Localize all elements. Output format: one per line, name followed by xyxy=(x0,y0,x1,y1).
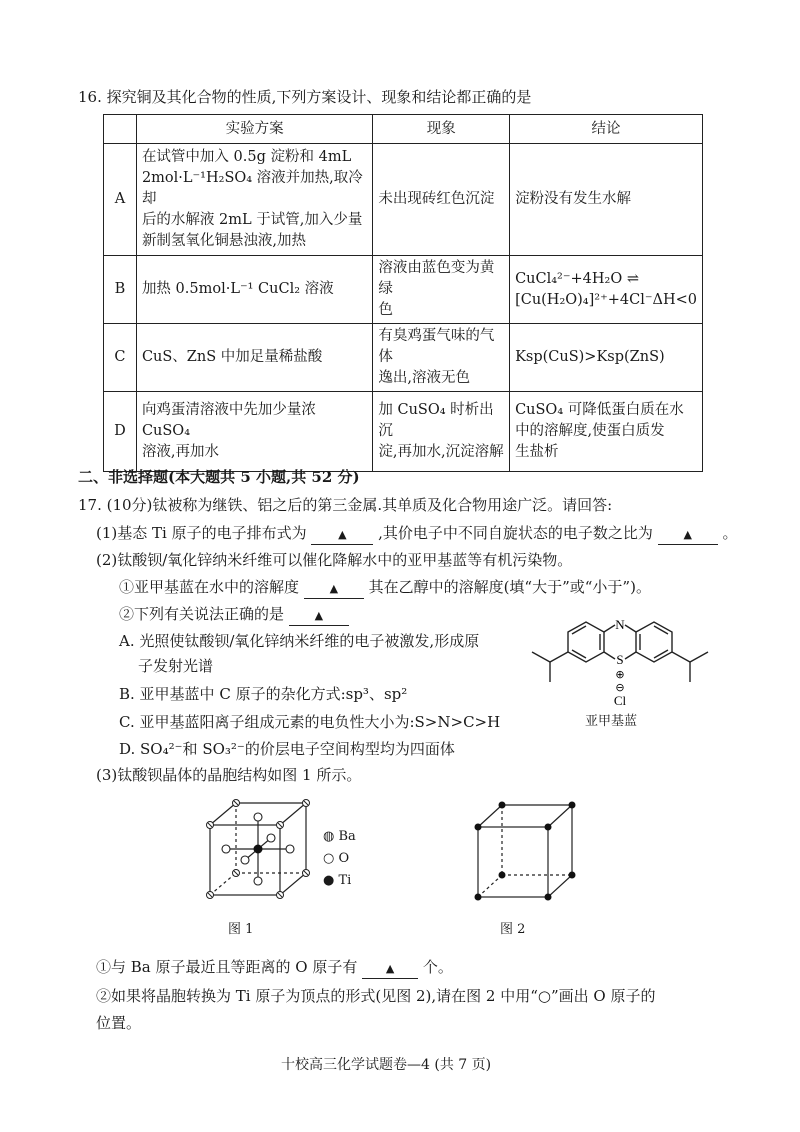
ba-legend-icon: ◍ xyxy=(323,829,335,844)
structure-caption: 亚甲基蓝 xyxy=(585,714,638,729)
conclusion-cell xyxy=(510,392,703,472)
line: 溶液由蓝色变为黄绿 xyxy=(378,260,495,297)
option-c: C. 亚甲基蓝阳离子组成元素的电负性大小为:S>N>C>H xyxy=(119,713,501,731)
q17-part3-1-text-b: 个。 xyxy=(422,958,453,976)
legend-o xyxy=(323,848,356,870)
page-footer: 十校高三化学试题卷—4 (共 7 页) xyxy=(281,1057,492,1073)
blank-mark: ▲ xyxy=(338,528,347,541)
phenomenon-cell xyxy=(373,324,510,392)
ti-atom xyxy=(545,824,552,831)
o-legend-icon: ○ xyxy=(323,851,335,866)
q17-part1-text-a: (1)基态 Ti 原子的电子排布式为 xyxy=(96,524,307,542)
option-d: D. SO₄²⁻和 SO₃²⁻的价层电子空间构型均为四面体 xyxy=(119,740,455,758)
blank-mark: ▲ xyxy=(314,609,324,622)
ti-atom xyxy=(499,802,506,809)
o-atom xyxy=(286,845,294,853)
q17-part2-2-text: ②下列有关说法正确的是 xyxy=(119,605,285,623)
ti-atom xyxy=(545,894,552,901)
answer-blank[interactable] xyxy=(311,524,373,545)
table-row xyxy=(104,144,703,256)
o-atom xyxy=(254,877,262,885)
legend-label: Ba xyxy=(338,829,356,844)
q17-part3-2b: 位置。 xyxy=(96,1014,142,1032)
line: CuSO₄ 可降低蛋白质在水 xyxy=(515,402,684,418)
line: 溶液,再加水 xyxy=(141,444,220,460)
q17-part3-1-text-a: ①与 Ba 原子最近且等距离的 O 原子有 xyxy=(96,958,358,976)
plus-charge-icon: ⊕ xyxy=(615,668,625,681)
q17-part3-1 xyxy=(96,956,453,979)
ti-legend-icon: ● xyxy=(323,873,335,888)
ti-atom xyxy=(569,802,576,809)
q17-part1 xyxy=(96,522,738,545)
line: 中的溶解度,使蛋白质发 xyxy=(515,423,665,439)
nitrogen-atom-label: N xyxy=(615,617,625,632)
phenomenon-cell xyxy=(373,256,510,324)
line: CuCl₄²⁻+4H₂O ⇌ xyxy=(515,270,639,287)
table-header-row xyxy=(104,115,703,144)
benzene-ring-right xyxy=(636,622,672,662)
answer-blank[interactable] xyxy=(658,524,718,545)
blank-mark: ▲ xyxy=(385,962,395,975)
chloride-label: Cl xyxy=(613,693,627,708)
q17-part2-1 xyxy=(119,576,651,599)
answer-blank[interactable] xyxy=(362,958,418,979)
experiment-table xyxy=(103,114,703,472)
header-blank xyxy=(104,115,137,144)
plan-cell xyxy=(136,324,372,392)
option-a-line1: A. 光照使钛酸钡/氧化锌纳米纤维的电子被激发,形成原 xyxy=(119,632,480,650)
line: Ksp(CuS)>Ksp(ZnS) xyxy=(515,349,665,365)
sulfur-atom-label: S xyxy=(616,652,624,667)
q17-part3: (3)钛酸钡晶体的晶胞结构如图 1 所示。 xyxy=(96,766,362,784)
q17-part3-2a: ②如果将晶胞转换为 Ti 原子为顶点的形式(见图 2),请在图 2 中用“○”画出 O 原子的 xyxy=(96,987,656,1005)
legend-ti xyxy=(323,870,356,892)
plan-cell xyxy=(136,392,372,472)
conclusion-cell xyxy=(510,144,703,256)
line: 在试管中加入 0.5g 淀粉和 4mL xyxy=(141,149,352,165)
q16-stem: 16. 探究铜及其化合物的性质,下列方案设计、现象和结论都正确的是 xyxy=(78,88,532,106)
line: 加 CuSO₄ 时析出沉 xyxy=(378,402,494,439)
line: 向鸡蛋清溶液中先加少量浓 CuSO₄ xyxy=(141,402,316,439)
table-row xyxy=(104,392,703,472)
table-row xyxy=(104,256,703,324)
line: 生盐析 xyxy=(515,444,559,460)
q17-stem: 17. (10分)钛被称为继铁、铝之后的第三金属.其单质及化合物用途广泛。请回答: xyxy=(78,496,613,514)
q17-part2-1-text-a: ①亚甲基蓝在水中的溶解度 xyxy=(119,578,300,596)
ti-atom xyxy=(499,872,506,879)
figure-legend xyxy=(323,826,356,892)
plan-cell xyxy=(136,256,372,324)
line: [Cu(H₂O)₄]²⁺+4Cl⁻ΔH<0 xyxy=(515,291,697,308)
section-heading: 二、非选择题(本大题共 5 小题,共 52 分) xyxy=(78,468,360,486)
q17-part2-2 xyxy=(119,603,349,626)
q17-part1-end: 。 xyxy=(722,524,738,542)
option-label: A xyxy=(104,144,137,256)
line: 淀粉没有发生水解 xyxy=(515,191,632,207)
conclusion-cell xyxy=(510,324,703,392)
o-atom xyxy=(241,856,249,864)
methylene-blue-structure xyxy=(520,612,720,720)
line: 有臭鸡蛋气味的气体 xyxy=(378,328,495,365)
blank-mark: ▲ xyxy=(329,582,339,595)
table-row xyxy=(104,324,703,392)
figure-2-caption: 图 2 xyxy=(500,922,526,937)
line: 后的水解液 2mL 于试管,加入少量 xyxy=(141,212,363,228)
ti-atom xyxy=(569,872,576,879)
answer-blank[interactable] xyxy=(289,605,349,626)
benzene-ring-left xyxy=(568,622,604,662)
q17-part2: (2)钛酸钡/氧化锌纳米纤维可以催化降解水中的亚甲基蓝等有机污染物。 xyxy=(96,551,573,569)
header-plan: 实验方案 xyxy=(136,115,372,144)
legend-label: Ti xyxy=(338,873,352,888)
plan-cell xyxy=(136,144,372,256)
line: 未出现砖红色沉淀 xyxy=(378,191,495,207)
legend-label: O xyxy=(338,851,350,866)
figure-2-unit-cell[interactable] xyxy=(468,795,588,915)
figure-1-caption: 图 1 xyxy=(228,922,254,937)
line: 加热 0.5mol·L⁻¹ CuCl₂ 溶液 xyxy=(141,281,334,297)
line: 淀,再加水,沉淀溶解 xyxy=(378,444,504,460)
option-label: B xyxy=(104,256,137,324)
figure-1-unit-cell xyxy=(200,795,320,915)
legend-ba xyxy=(323,826,356,848)
answer-blank[interactable] xyxy=(304,578,364,599)
line: 逸出,溶液无色 xyxy=(378,370,470,386)
o-atom xyxy=(267,834,275,842)
minus-charge-icon: ⊖ xyxy=(615,681,625,694)
o-atom xyxy=(254,813,262,821)
ti-atom xyxy=(254,845,263,854)
line: 新制氢氧化铜悬浊液,加热 xyxy=(141,233,307,249)
ti-atom xyxy=(475,894,482,901)
q17-part1-text-b: ,其价电子中不同自旋状态的电子数之比为 xyxy=(378,524,653,542)
phenomenon-cell xyxy=(373,144,510,256)
line: 2mol·L⁻¹H₂SO₄ 溶液并加热,取冷却 xyxy=(141,170,363,207)
option-label: D xyxy=(104,392,137,472)
option-b: B. 亚甲基蓝中 C 原子的杂化方式:sp³、sp² xyxy=(119,685,408,703)
o-atom xyxy=(222,845,230,853)
option-a-line2: 子发射光谱 xyxy=(138,657,214,675)
header-phenomenon: 现象 xyxy=(373,115,510,144)
ti-atom xyxy=(475,824,482,831)
line: 色 xyxy=(378,302,393,318)
option-label: C xyxy=(104,324,137,392)
blank-mark: ▲ xyxy=(683,528,692,541)
header-conclusion: 结论 xyxy=(510,115,703,144)
conclusion-cell xyxy=(510,256,703,324)
phenomenon-cell xyxy=(373,392,510,472)
line: CuS、ZnS 中加足量稀盐酸 xyxy=(141,349,323,365)
q17-part2-1-text-b: 其在乙醇中的溶解度(填“大于”或“小于”)。 xyxy=(368,578,651,596)
